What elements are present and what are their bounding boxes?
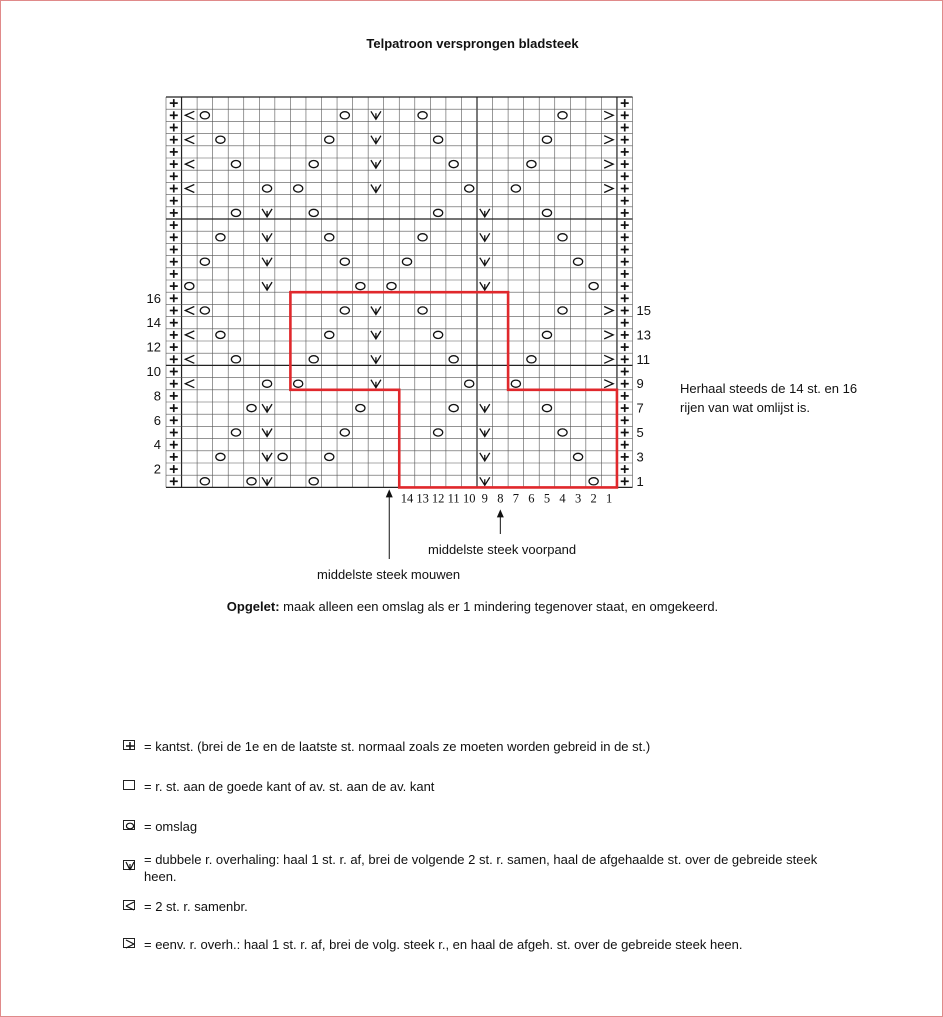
yarn-over-symbol: [542, 136, 551, 143]
yarn-over-symbol: [511, 380, 520, 387]
yarn-over-symbol: [356, 283, 365, 290]
column-label: 5: [543, 491, 551, 506]
row-label-right: 7: [636, 400, 644, 416]
double-decrease-symbol: [480, 258, 490, 266]
yarn-over-symbol: [231, 356, 240, 363]
row-label-left: 8: [153, 388, 161, 404]
yarn-over-symbol: [340, 112, 349, 119]
double-decrease-symbol: [371, 160, 381, 168]
double-decrease-symbol: [262, 477, 272, 485]
double-decrease-symbol: [262, 429, 272, 437]
row-label-right: 3: [636, 449, 644, 465]
ssk-symbol: [604, 331, 613, 339]
yarn-over-symbol: [309, 356, 318, 363]
yarn-over-symbol: [527, 356, 536, 363]
row-label-left: 6: [153, 412, 161, 428]
yarn-over-symbol: [200, 307, 209, 314]
yarn-over-symbol: [247, 478, 256, 485]
legend-text: = dubbele r. overhaling: haal 1 st. r. af, brei de volgende 2 st. r. samen, haal de afgehaalde st. over de gebreide steek heen.: [144, 852, 818, 884]
yarn-over-symbol: [231, 429, 240, 436]
double-decrease-symbol: [371, 355, 381, 363]
column-label: 2: [590, 491, 597, 506]
k2tog-symbol: [185, 355, 194, 363]
yarn-over-symbol: [200, 258, 209, 265]
double-decrease-symbol: [371, 331, 381, 339]
k2tog-symbol: [185, 160, 194, 168]
row-label-left: 4: [153, 437, 161, 453]
yarn-over-symbol: [216, 234, 225, 241]
double-decrease-symbol: [480, 404, 490, 412]
legend-text: = kantst. (brei de 1e en de laatste st. normaal zoals ze moeten worden gebreid in de st.): [144, 739, 651, 754]
knitting-chart: [1, 1, 943, 591]
warning-text: [1, 599, 943, 614]
yarn-over-symbol: [278, 453, 287, 460]
ssk-symbol: [604, 355, 613, 363]
row-label-left: 14: [146, 315, 161, 331]
yarn-over-symbol: [589, 478, 598, 485]
k2tog-symbol: [185, 111, 194, 119]
yarn-over-symbol: [294, 185, 303, 192]
column-label: 11: [447, 491, 460, 506]
legend-item-ssk: [123, 936, 843, 953]
double-decrease-symbol: [480, 233, 490, 241]
legend-text: = eenv. r. overh.: haal 1 st. r. af, brei de volg. steek r., en haal de afgeh. st. over de gebreide steek heen.: [144, 937, 743, 952]
row-label-left: 10: [146, 364, 161, 379]
column-label: 1: [606, 491, 613, 506]
yarn-over-symbol: [542, 331, 551, 338]
yarn-over-symbol: [387, 283, 396, 290]
legend-item-double-decrease: [123, 851, 843, 885]
yarn-over-icon: [123, 820, 135, 830]
double-decrease-symbol: [371, 380, 381, 388]
column-label: 6: [528, 491, 535, 506]
yarn-over-symbol: [309, 209, 318, 216]
yarn-over-symbol: [573, 453, 582, 460]
row-label-left: 16: [146, 290, 161, 306]
edge-stitch-icon: [123, 740, 135, 750]
yarn-over-symbol: [465, 380, 474, 387]
yarn-over-symbol: [511, 185, 520, 192]
row-label-left: 12: [146, 339, 161, 355]
column-label: 14: [400, 491, 414, 506]
yarn-over-symbol: [449, 356, 458, 363]
yarn-over-symbol: [340, 307, 349, 314]
yarn-over-symbol: [247, 405, 256, 412]
ssk-symbol: [604, 136, 613, 144]
legend-item-knit: [123, 778, 843, 795]
row-label-right: 1: [636, 473, 644, 489]
yarn-over-symbol: [356, 405, 365, 412]
yarn-over-symbol: [325, 453, 334, 460]
double-decrease-symbol: [262, 282, 272, 290]
legend-text: = omslag: [144, 819, 198, 834]
legend-text: = 2 st. r. samenbr.: [144, 899, 248, 914]
row-label-right: 11: [636, 351, 650, 367]
yarn-over-symbol: [216, 453, 225, 460]
ssk-symbol: [604, 160, 613, 168]
ssk-symbol: [604, 380, 613, 388]
row-label-left: 2: [153, 461, 161, 477]
yarn-over-symbol: [309, 478, 318, 485]
yarn-over-symbol: [527, 161, 536, 168]
yarn-over-symbol: [542, 209, 551, 216]
yarn-over-symbol: [418, 112, 427, 119]
yarn-over-symbol: [434, 209, 443, 216]
yarn-over-symbol: [449, 161, 458, 168]
yarn-over-symbol: [558, 307, 567, 314]
k2tog-symbol: [185, 307, 194, 315]
double-decrease-symbol: [480, 477, 490, 485]
double-decrease-icon: [123, 860, 135, 870]
yarn-over-symbol: [418, 234, 427, 241]
arrow-sleeve-center-head: [386, 489, 393, 497]
double-decrease-symbol: [480, 453, 490, 461]
yarn-over-symbol: [465, 185, 474, 192]
yarn-over-symbol: [231, 161, 240, 168]
yarn-over-symbol: [340, 429, 349, 436]
double-decrease-symbol: [262, 453, 272, 461]
double-decrease-symbol: [371, 185, 381, 193]
yarn-over-symbol: [325, 331, 334, 338]
yarn-over-symbol: [200, 478, 209, 485]
yarn-over-symbol: [434, 429, 443, 436]
knit-stitch-icon: [123, 780, 135, 790]
yarn-over-symbol: [325, 234, 334, 241]
row-label-right: 9: [636, 376, 644, 392]
double-decrease-symbol: [371, 307, 381, 315]
legend-text: = r. st. aan de goede kant of av. st. aan de av. kant: [144, 779, 435, 794]
yarn-over-symbol: [294, 380, 303, 387]
yarn-over-symbol: [185, 283, 194, 290]
column-label: 8: [497, 491, 504, 506]
yarn-over-symbol: [325, 136, 334, 143]
arrow-front-center-head: [497, 509, 504, 517]
column-label: 10: [462, 491, 476, 506]
column-label: 7: [512, 491, 519, 506]
double-decrease-symbol: [480, 282, 490, 290]
column-label: 3: [574, 491, 582, 506]
double-decrease-symbol: [480, 209, 490, 217]
callout-front-center: middelste steek voorpand: [428, 542, 577, 557]
repeat-note: Herhaal steeds de 14 st. en 16 rijen van wat omlijst is.: [680, 381, 858, 415]
ssk-symbol: [604, 111, 613, 119]
yarn-over-symbol: [216, 331, 225, 338]
legend-item-k2tog: [123, 898, 843, 915]
column-label: 4: [559, 491, 566, 506]
double-decrease-symbol: [480, 429, 490, 437]
ssk-icon: [123, 938, 135, 948]
column-label: 13: [416, 491, 429, 506]
double-decrease-symbol: [371, 136, 381, 144]
row-label-right: 5: [636, 425, 644, 440]
double-decrease-symbol: [262, 258, 272, 266]
chart-title: Telpatroon versprongen bladsteek: [366, 36, 579, 51]
column-label: 9: [481, 491, 488, 506]
row-label-right: 15: [636, 303, 651, 318]
yarn-over-symbol: [573, 258, 582, 265]
yarn-over-symbol: [558, 429, 567, 436]
yarn-over-symbol: [558, 112, 567, 119]
ssk-symbol: [604, 185, 613, 193]
yarn-over-symbol: [589, 283, 598, 290]
k2tog-icon: [123, 900, 135, 910]
double-decrease-symbol: [262, 404, 272, 412]
yarn-over-symbol: [434, 331, 443, 338]
k2tog-symbol: [185, 331, 194, 339]
yarn-over-symbol: [418, 307, 427, 314]
yarn-over-symbol: [231, 209, 240, 216]
yarn-over-symbol: [558, 234, 567, 241]
yarn-over-symbol: [262, 185, 271, 192]
yarn-over-symbol: [402, 258, 411, 265]
yarn-over-symbol: [216, 136, 225, 143]
column-label: 12: [431, 491, 445, 506]
k2tog-symbol: [185, 185, 194, 193]
k2tog-symbol: [185, 136, 194, 144]
double-decrease-symbol: [262, 209, 272, 217]
legend-item-yarnover: [123, 818, 843, 835]
warning-label: Opgelet:: [226, 599, 280, 614]
yarn-over-symbol: [542, 405, 551, 412]
k2tog-symbol: [185, 380, 194, 388]
yarn-over-symbol: [200, 112, 209, 119]
double-decrease-symbol: [371, 111, 381, 119]
double-decrease-symbol: [262, 233, 272, 241]
callout-sleeve-center: middelste steek mouwen: [317, 567, 461, 582]
yarn-over-symbol: [449, 405, 458, 412]
legend-item-edge: [123, 738, 843, 755]
warning-body: maak alleen een omslag als er 1 mindering tegenover staat, en omgekeerd.: [279, 599, 719, 614]
yarn-over-symbol: [262, 380, 271, 387]
yarn-over-symbol: [309, 161, 318, 168]
yarn-over-symbol: [340, 258, 349, 265]
row-label-right: 13: [636, 327, 651, 343]
yarn-over-symbol: [434, 136, 443, 143]
ssk-symbol: [604, 307, 613, 315]
